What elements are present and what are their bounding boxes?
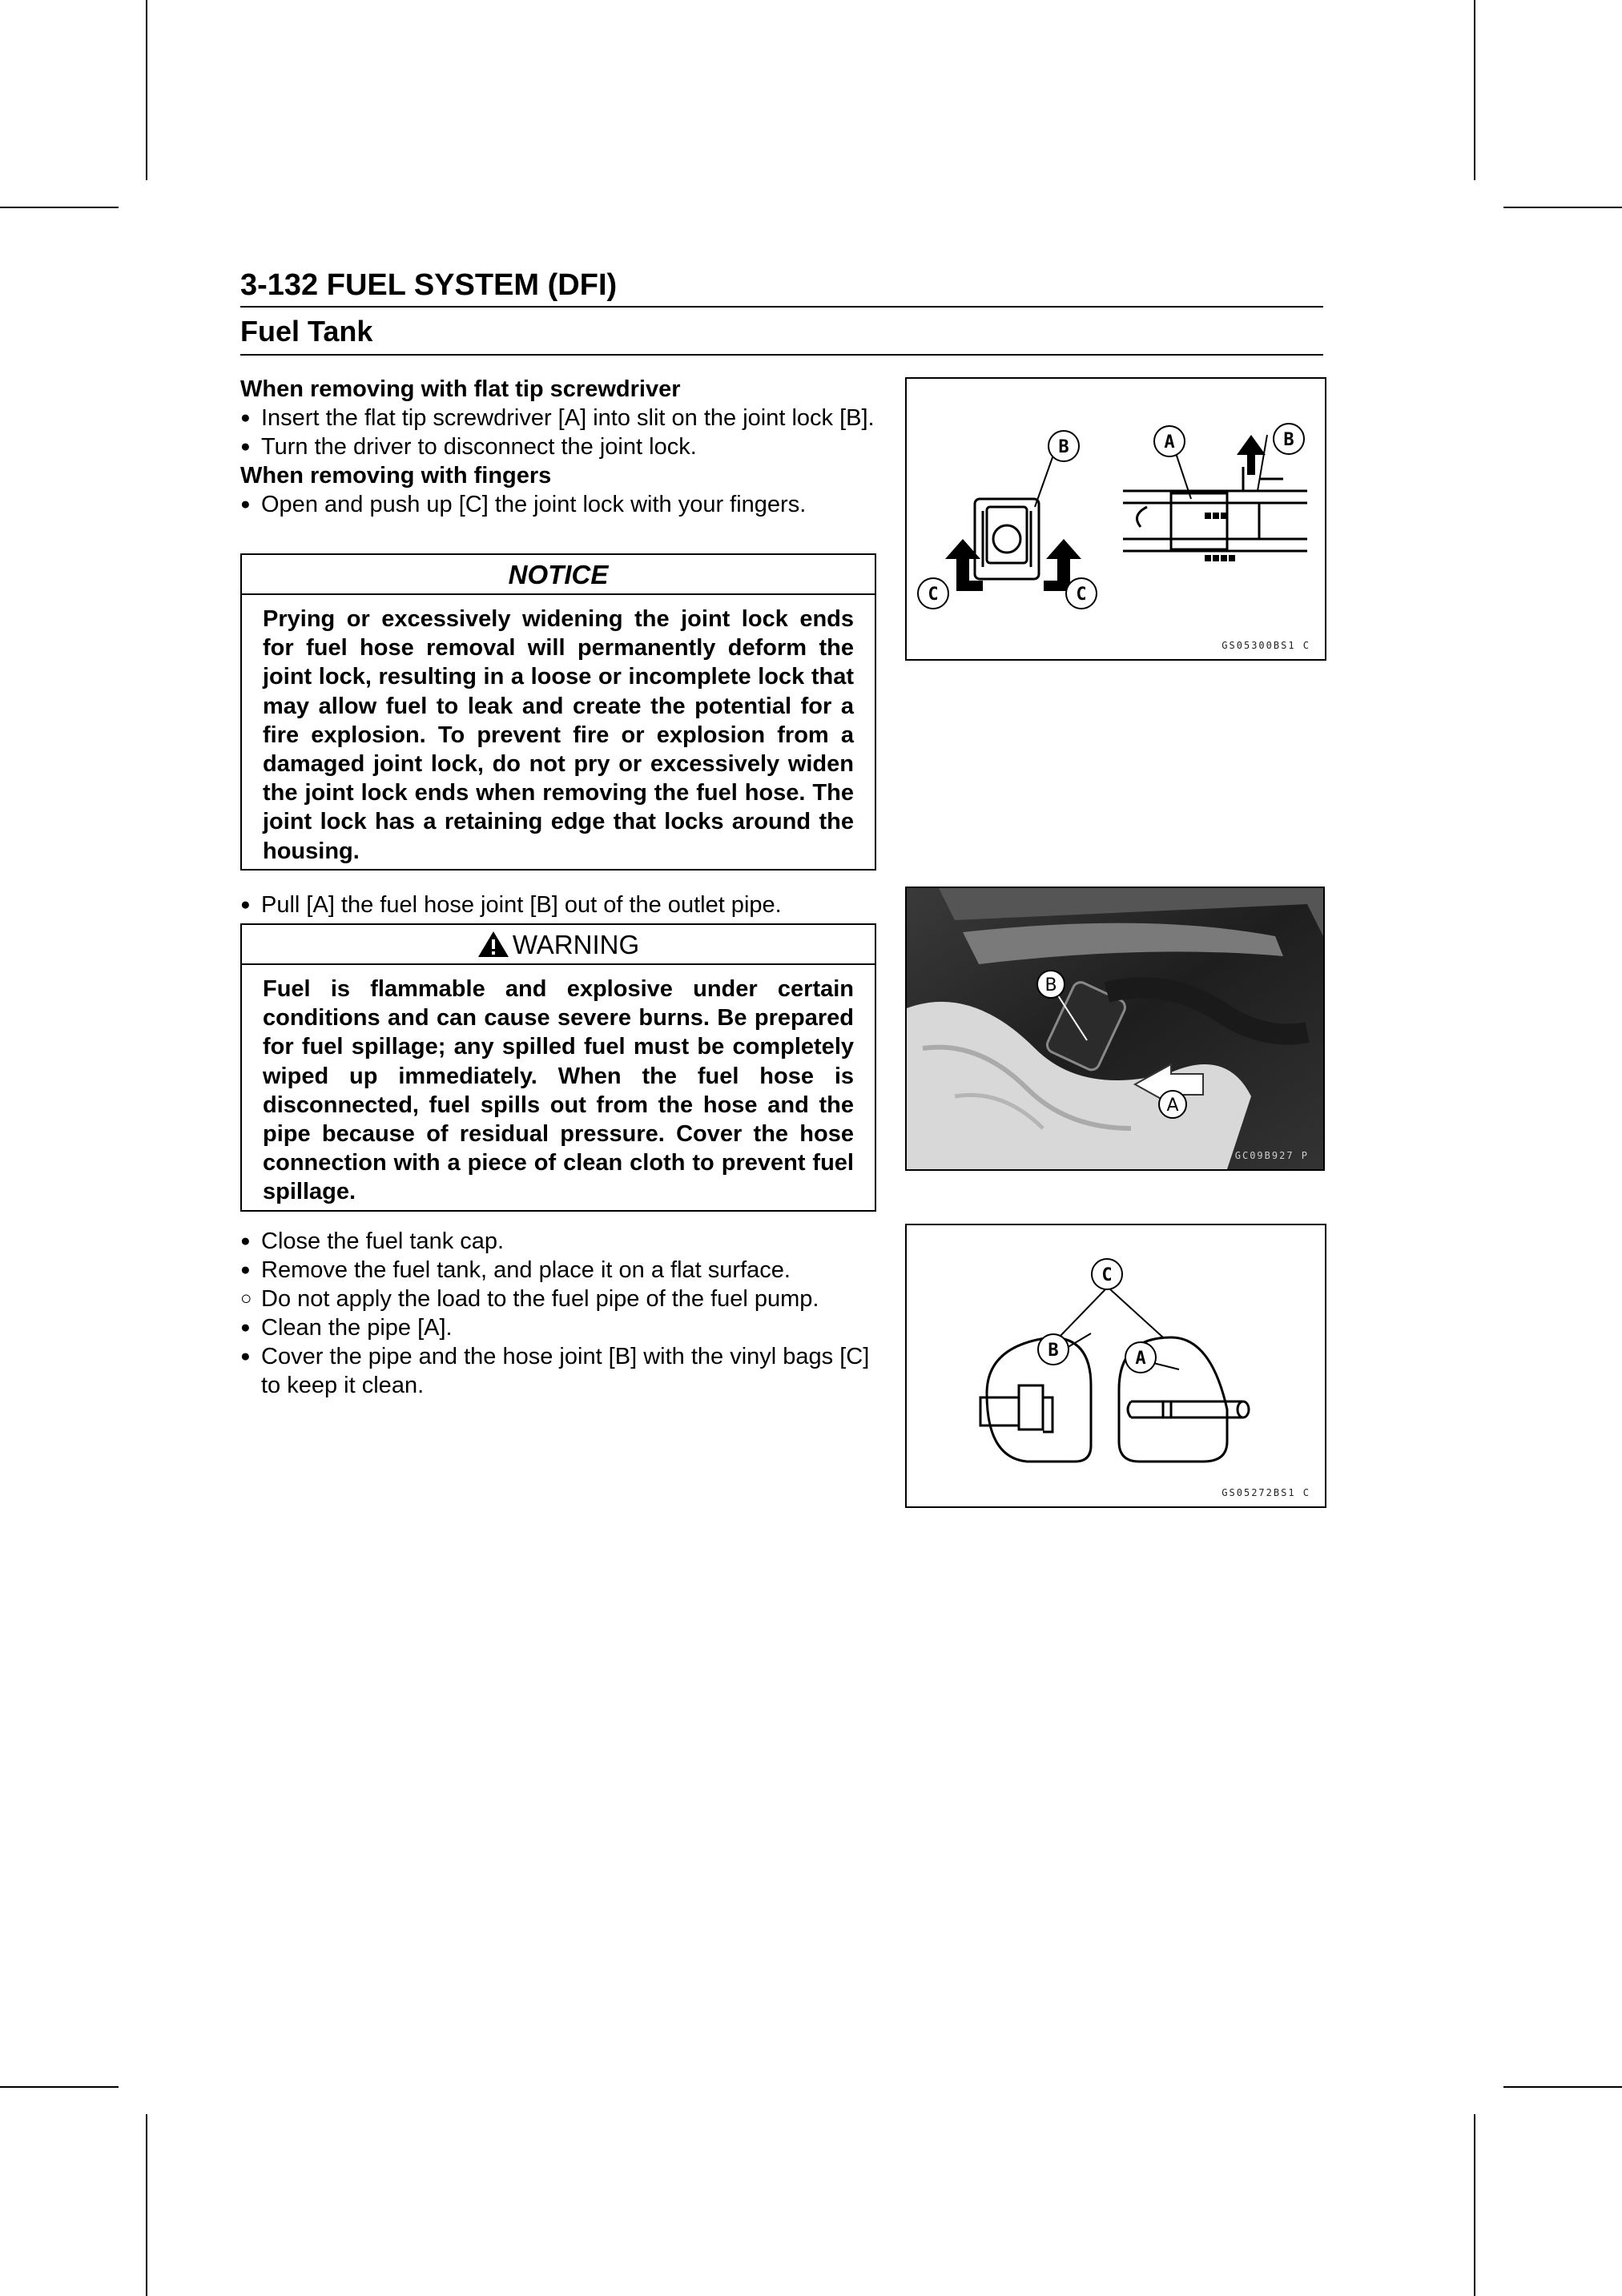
subheading-screwdriver: When removing with flat tip screwdriver — [240, 376, 681, 402]
figure-label: A — [1164, 432, 1175, 452]
figure-code: GS05272BS1 C — [1222, 1487, 1310, 1498]
instructions-block-1 — [240, 375, 875, 519]
vinyl-bag-illustration — [907, 1225, 1325, 1506]
figure-label: C — [1076, 585, 1087, 605]
list-sub-item: ○ Do not apply the load to the fuel pipe of the fuel pump. — [240, 1285, 875, 1313]
warning-title: WARNING — [512, 930, 640, 959]
instructions-block-2 — [240, 891, 875, 919]
warning-box — [240, 923, 876, 1212]
crop-mark — [0, 207, 119, 208]
crop-mark — [146, 2114, 147, 2296]
instructions-block-3 — [240, 1227, 875, 1400]
figure-code: GS05300BS1 C — [1222, 640, 1310, 651]
crop-mark — [1503, 2086, 1622, 2088]
figure-label: B — [1048, 1341, 1059, 1361]
figure-label: A — [1135, 1349, 1146, 1369]
warning-header — [242, 925, 875, 965]
figure-label: B — [1058, 437, 1069, 457]
crop-mark — [1474, 0, 1475, 180]
notice-box — [240, 553, 876, 871]
subheading-fingers: When removing with fingers — [240, 463, 552, 489]
warning-body: Fuel is flammable and explosive under certain conditions and can cause severe burns. Be prepared for fuel spillage; any spilled fuel must be completely wiped up immediately. When the fuel hose is disconnected, fuel spills out from the hose and the pipe because of residual pressure. Cover the hose connection with a piece of clean cloth to prevent fuel spillage. — [263, 976, 854, 1205]
list-item: ● Open and push up [C] the joint lock with your fingers. — [240, 490, 875, 519]
figure-fuel-hose-photo — [905, 887, 1325, 1171]
list-item: ● Pull [A] the fuel hose joint [B] out of the outlet pipe. — [240, 891, 875, 919]
list-item: ● Clean the pipe [A]. — [240, 1313, 875, 1342]
figure-label: C — [928, 585, 939, 605]
crop-mark — [146, 0, 147, 180]
figure-joint-lock-diagram — [905, 377, 1326, 661]
joint-lock-illustration — [907, 379, 1325, 659]
list-item: ● Close the fuel tank cap. — [240, 1227, 875, 1256]
notice-title: NOTICE — [242, 555, 875, 595]
figure-vinyl-bag-diagram — [905, 1224, 1326, 1508]
crop-mark — [1474, 2114, 1475, 2296]
figure-label: A — [1166, 1096, 1179, 1116]
list-item: ● Turn the driver to disconnect the joint lock. — [240, 432, 875, 461]
section-title: Fuel Tank — [240, 315, 373, 348]
notice-body: Prying or excessively widening the joint lock ends for fuel hose removal will permanently deform the joint lock, resulting in a loose or incomplete lock that may allow fuel to leak and create the potential for a fire explosion. To prevent fire or explosion from a damaged joint lock, do not pry or excessively widen the joint lock ends when removing the fuel hose. The joint lock has a retaining edge that locks around the housing. — [263, 606, 854, 864]
section-rule — [240, 354, 1323, 356]
page-title: 3-132 FUEL SYSTEM (DFI) — [240, 268, 618, 302]
fuel-hose-photo — [907, 888, 1323, 1169]
crop-mark — [1503, 207, 1622, 208]
figure-label: B — [1283, 430, 1294, 450]
page-header — [240, 264, 1323, 356]
list-item: ● Insert the flat tip screwdriver [A] into slit on the joint lock [B]. — [240, 404, 875, 432]
list-item: ● Cover the pipe and the hose joint [B] with the vinyl bags [C] to keep it clean. — [240, 1342, 875, 1400]
figure-label: C — [1101, 1265, 1113, 1285]
figure-label: B — [1044, 975, 1057, 995]
list-item: ● Remove the fuel tank, and place it on a flat surface. — [240, 1256, 875, 1285]
warning-triangle-icon — [477, 931, 509, 958]
figure-code: GC09B927 P — [1234, 1150, 1309, 1161]
crop-mark — [0, 2086, 119, 2088]
